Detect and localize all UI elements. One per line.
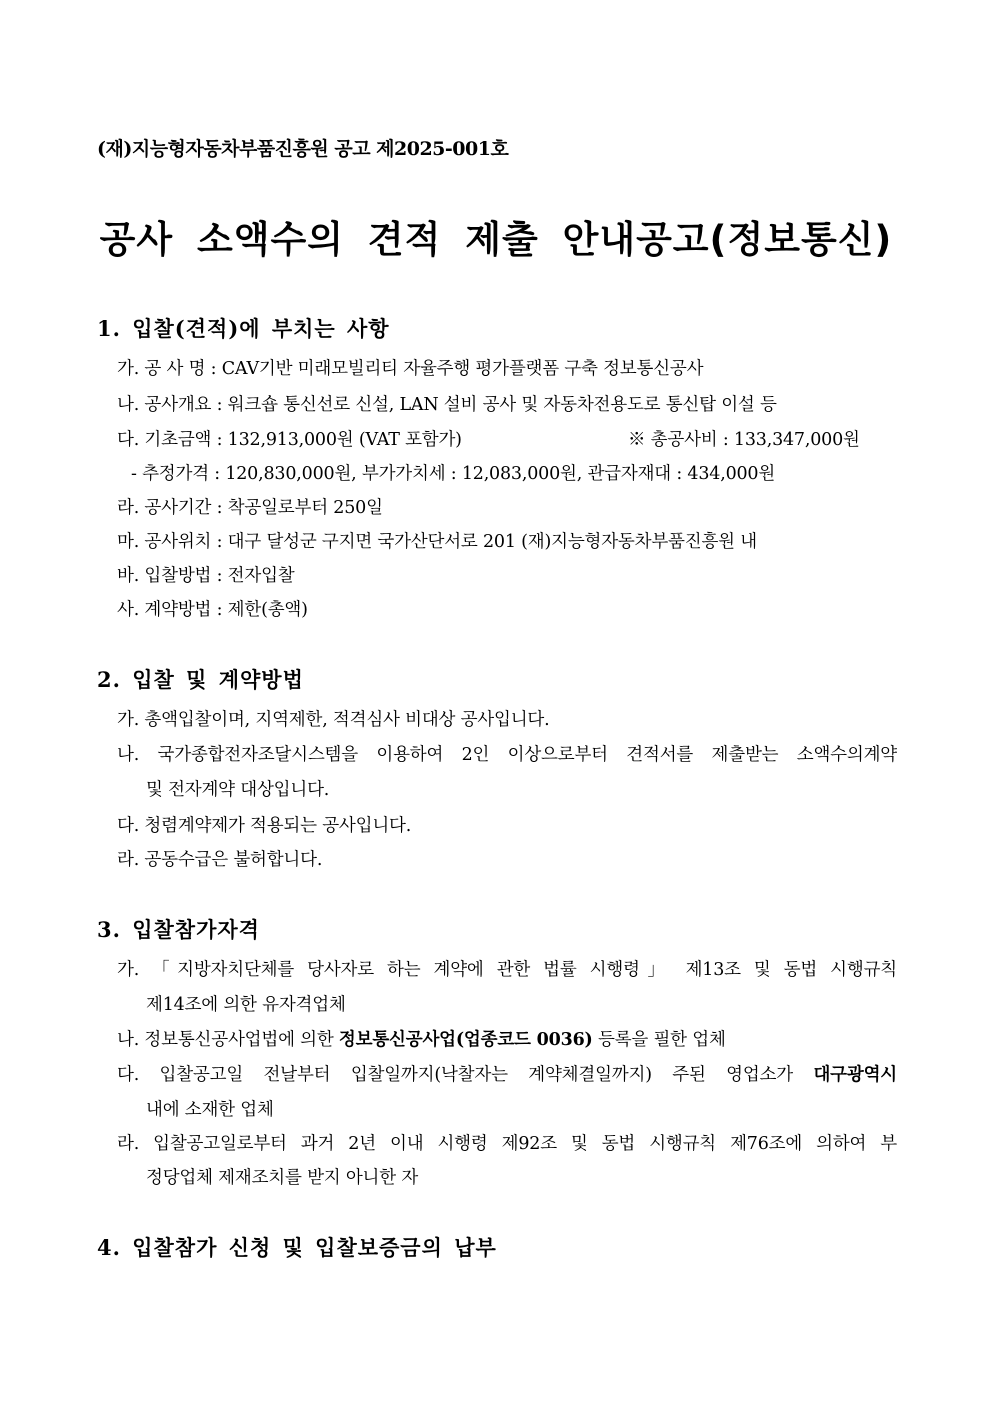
s3-item-da-line2: 내에 소재한 업체 bbox=[146, 1100, 274, 1120]
s1-item-ga: 가. 공 사 명 : CAV기반 미래모빌리티 자율주행 평가플랫폼 구축 정보통신공사 bbox=[117, 359, 704, 379]
s3-item-na-text: 나. 정보통신공사업법에 의한 bbox=[117, 1030, 339, 1050]
s3-item-na bbox=[117, 1026, 726, 1051]
s3-item-na-bold: 정보통신공사업(업종코드 0036) bbox=[338, 1030, 593, 1050]
section-1-heading: 1. 입찰(견적)에 부치는 사항 bbox=[97, 316, 390, 341]
section-4-heading: 4. 입찰참가 신청 및 입찰보증금의 납부 bbox=[97, 1235, 497, 1260]
s1-item-ba: 바. 입찰방법 : 전자입찰 bbox=[117, 566, 295, 586]
s2-item-na-line2: 및 전자계약 대상입니다. bbox=[146, 780, 330, 800]
section-2-heading: 2. 입찰 및 계약방법 bbox=[97, 667, 304, 692]
page-title: 공사 소액수의 견적 제출 안내공고(정보통신) bbox=[99, 218, 893, 261]
s3-item-ra-line2: 정당업체 제재조치를 받지 아니한 자 bbox=[146, 1168, 419, 1188]
s1-item-ma: 마. 공사위치 : 대구 달성군 구지면 국가산단서로 201 (재)지능형자동차부품진흥원 내 bbox=[117, 532, 757, 552]
s1-item-na: 나. 공사개요 : 워크숍 통신선로 신설, LAN 설비 공사 및 자동차전용도로 통신탑 이설 등 bbox=[117, 395, 777, 415]
s1-item-sa: 사. 계약방법 : 제한(총액) bbox=[117, 600, 308, 620]
s2-item-na-line1: 나. 국가종합전자조달시스템을 이용하여 2인 이상으로부터 견적서를 제출받는 소액수의계약 bbox=[117, 745, 897, 765]
s1-item-da: 다. 기초금액 : 132,913,000원 (VAT 포함가) bbox=[117, 430, 462, 450]
s3-item-da-bold: 대구광역시 bbox=[813, 1065, 897, 1085]
s2-item-da: 다. 청렴계약제가 적용되는 공사입니다. bbox=[117, 816, 412, 836]
s1-item-da-note: ※ 총공사비 : 133,347,000원 bbox=[628, 430, 860, 450]
s2-item-ra: 라. 공동수급은 불허합니다. bbox=[117, 850, 323, 870]
s3-item-ga-line2: 제14조에 의한 유자격업체 bbox=[146, 995, 346, 1015]
notice-number: (재)지능형자동차부품진흥원 공고 제2025-001호 bbox=[97, 138, 509, 160]
s3-item-na-text-end: 등록을 필한 업체 bbox=[592, 1030, 726, 1050]
s3-item-da-text: 다. 입찰공고일 전날부터 입찰일까지(낙찰자는 계약체결일까지) 주된 영업소가 bbox=[117, 1065, 814, 1085]
s3-item-ra-line1: 라. 입찰공고일로부터 과거 2년 이내 시행령 제92조 및 동법 시행규칙 제76조에 의하여 부 bbox=[117, 1134, 897, 1154]
s1-item-da-sub: - 추정가격 : 120,830,000원, 부가가치세 : 12,083,000원, 관급자재대 : 434,000원 bbox=[131, 464, 776, 484]
s2-item-ga: 가. 총액입찰이며, 지역제한, 적격심사 비대상 공사입니다. bbox=[117, 710, 550, 730]
s1-item-ra: 라. 공사기간 : 착공일로부터 250일 bbox=[117, 498, 383, 518]
s3-item-ga-line1: 가. 「지방자치단체를 당사자로 하는 계약에 관한 법률 시행령」 제13조 및 동법 시행규칙 bbox=[117, 960, 897, 980]
section-3-heading: 3. 입찰참가자격 bbox=[97, 917, 260, 942]
s3-item-da-line1 bbox=[117, 1061, 897, 1087]
